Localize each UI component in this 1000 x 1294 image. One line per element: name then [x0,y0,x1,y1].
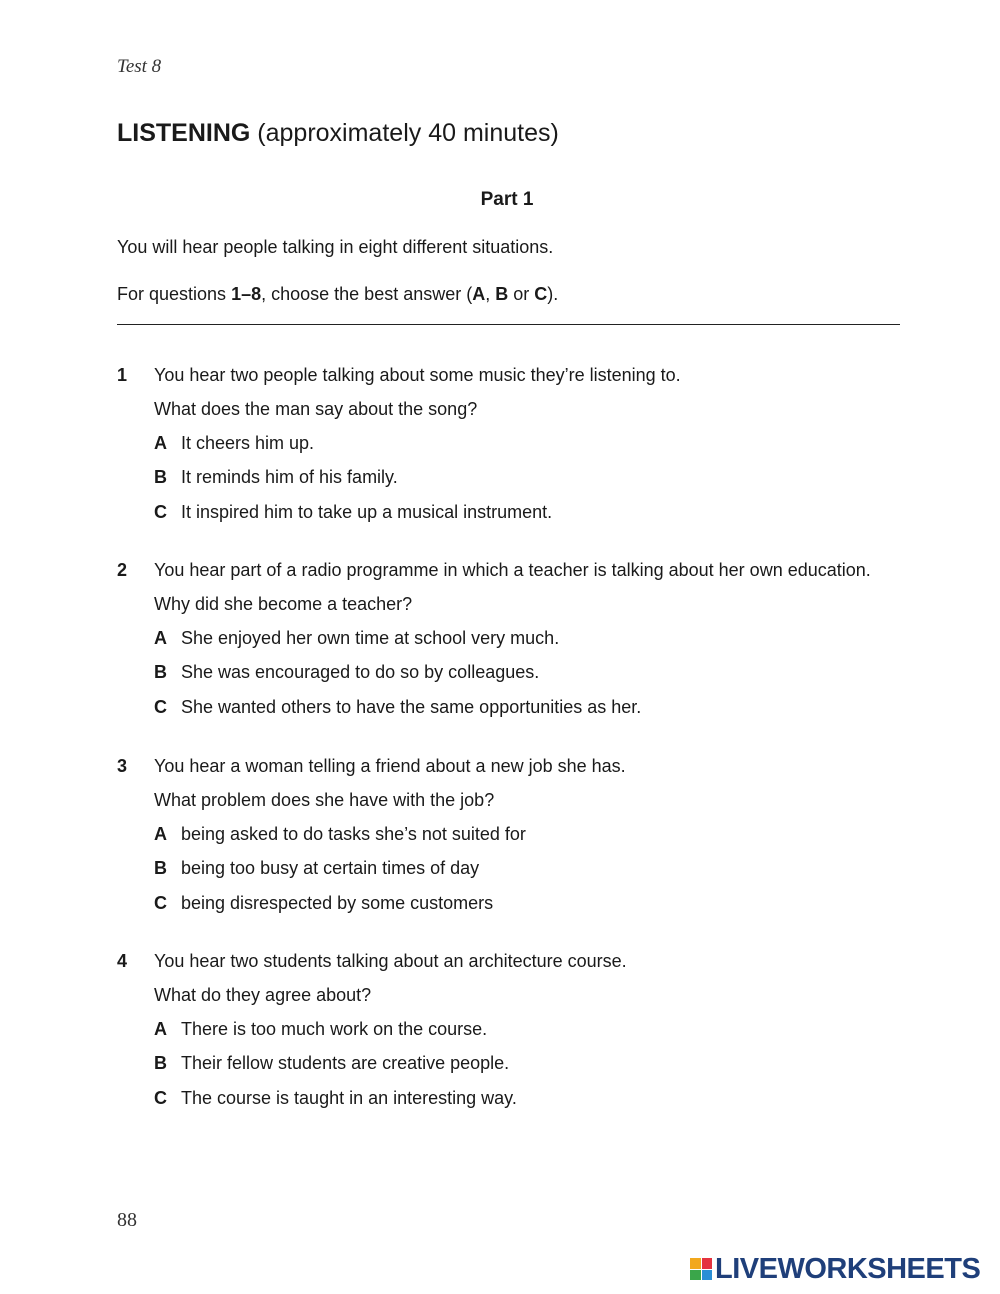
page-number: 88 [117,1209,137,1231]
liveworksheets-logo-text: LIVEWORKSHEETS [715,1252,981,1285]
option-letter: A [154,433,167,453]
option-letter: C [154,697,167,717]
option-c[interactable] [154,1088,517,1109]
question-prompt: Why did she become a teacher? [154,594,413,614]
question-number: 2 [117,560,128,580]
question-stem: You hear two students talking about an architecture course. [154,951,627,971]
instr-pre: For questions [117,284,232,304]
option-text: Their fellow students are creative people. [181,1053,510,1073]
option-b[interactable] [154,662,539,683]
option-text: The course is taught in an interesting way. [181,1088,517,1108]
logo-tile-2 [702,1258,713,1269]
option-b[interactable] [154,858,479,879]
option-text: being disrespected by some customers [181,893,494,913]
option-letter: B [154,1053,167,1073]
instr-sep1: , [485,284,496,304]
question-prompt: What problem does she have with the job? [154,790,495,810]
option-b[interactable] [154,1053,509,1074]
option-letter: B [154,662,167,682]
option-letter: C [154,893,167,913]
question-number: 4 [117,951,128,971]
instr-range: 1–8 [231,284,262,304]
instr-c: C [534,284,548,304]
question-number: 3 [117,756,128,776]
option-b[interactable] [154,467,398,488]
option-letter: A [154,1019,167,1039]
option-text: She was encouraged to do so by colleagues. [181,662,540,682]
option-text: being asked to do tasks she’s not suited for [181,824,526,844]
liveworksheets-logo[interactable] [690,1254,980,1284]
liveworksheets-logo-icon [690,1258,712,1280]
option-a[interactable] [154,628,559,649]
section-title-rest: (approximately 40 minutes) [250,119,559,147]
option-text: It cheers him up. [181,433,315,453]
part-heading: Part 1 [480,189,534,210]
option-text: There is too much work on the course. [181,1019,488,1039]
running-head: Test 8 [117,56,162,77]
option-text: being too busy at certain times of day [181,858,480,878]
question-prompt: What does the man say about the song? [154,399,478,419]
option-letter: C [154,1088,167,1108]
section-title [117,119,559,148]
instr-b: B [495,284,509,304]
option-text: It inspired him to take up a musical instrument. [181,502,553,522]
instruction-line-1: You will hear people talking in eight different situations. [117,237,554,257]
option-letter: B [154,858,167,878]
option-letter: A [154,824,167,844]
logo-tile-4 [702,1270,713,1281]
instr-sep2: or [508,284,535,304]
option-text: She enjoyed her own time at school very much. [181,628,560,648]
instr-end: ). [547,284,559,304]
option-a[interactable] [154,1019,487,1040]
logo-tile-3 [690,1270,701,1281]
option-text: She wanted others to have the same opportunities as her. [181,697,642,717]
logo-tile-1 [690,1258,701,1269]
question-stem: You hear two people talking about some music they’re listening to. [154,365,681,385]
option-letter: B [154,467,167,487]
option-a[interactable] [154,824,526,845]
option-letter: A [154,628,167,648]
question-stem: You hear a woman telling a friend about a new job she has. [154,756,626,776]
divider-rule [117,324,900,325]
instr-a: A [472,284,486,304]
option-letter: C [154,502,167,522]
option-c[interactable] [154,502,552,523]
option-text: It reminds him of his family. [181,467,398,487]
instr-mid: , choose the best answer ( [261,284,473,304]
question-number: 1 [117,365,128,385]
section-title-bold: LISTENING [117,119,251,147]
question-stem: You hear part of a radio programme in which a teacher is talking about her own education. [154,560,871,580]
instruction-line-2 [117,284,558,305]
option-c[interactable] [154,697,641,718]
question-prompt: What do they agree about? [154,985,372,1005]
option-c[interactable] [154,893,493,914]
option-a[interactable] [154,433,314,454]
